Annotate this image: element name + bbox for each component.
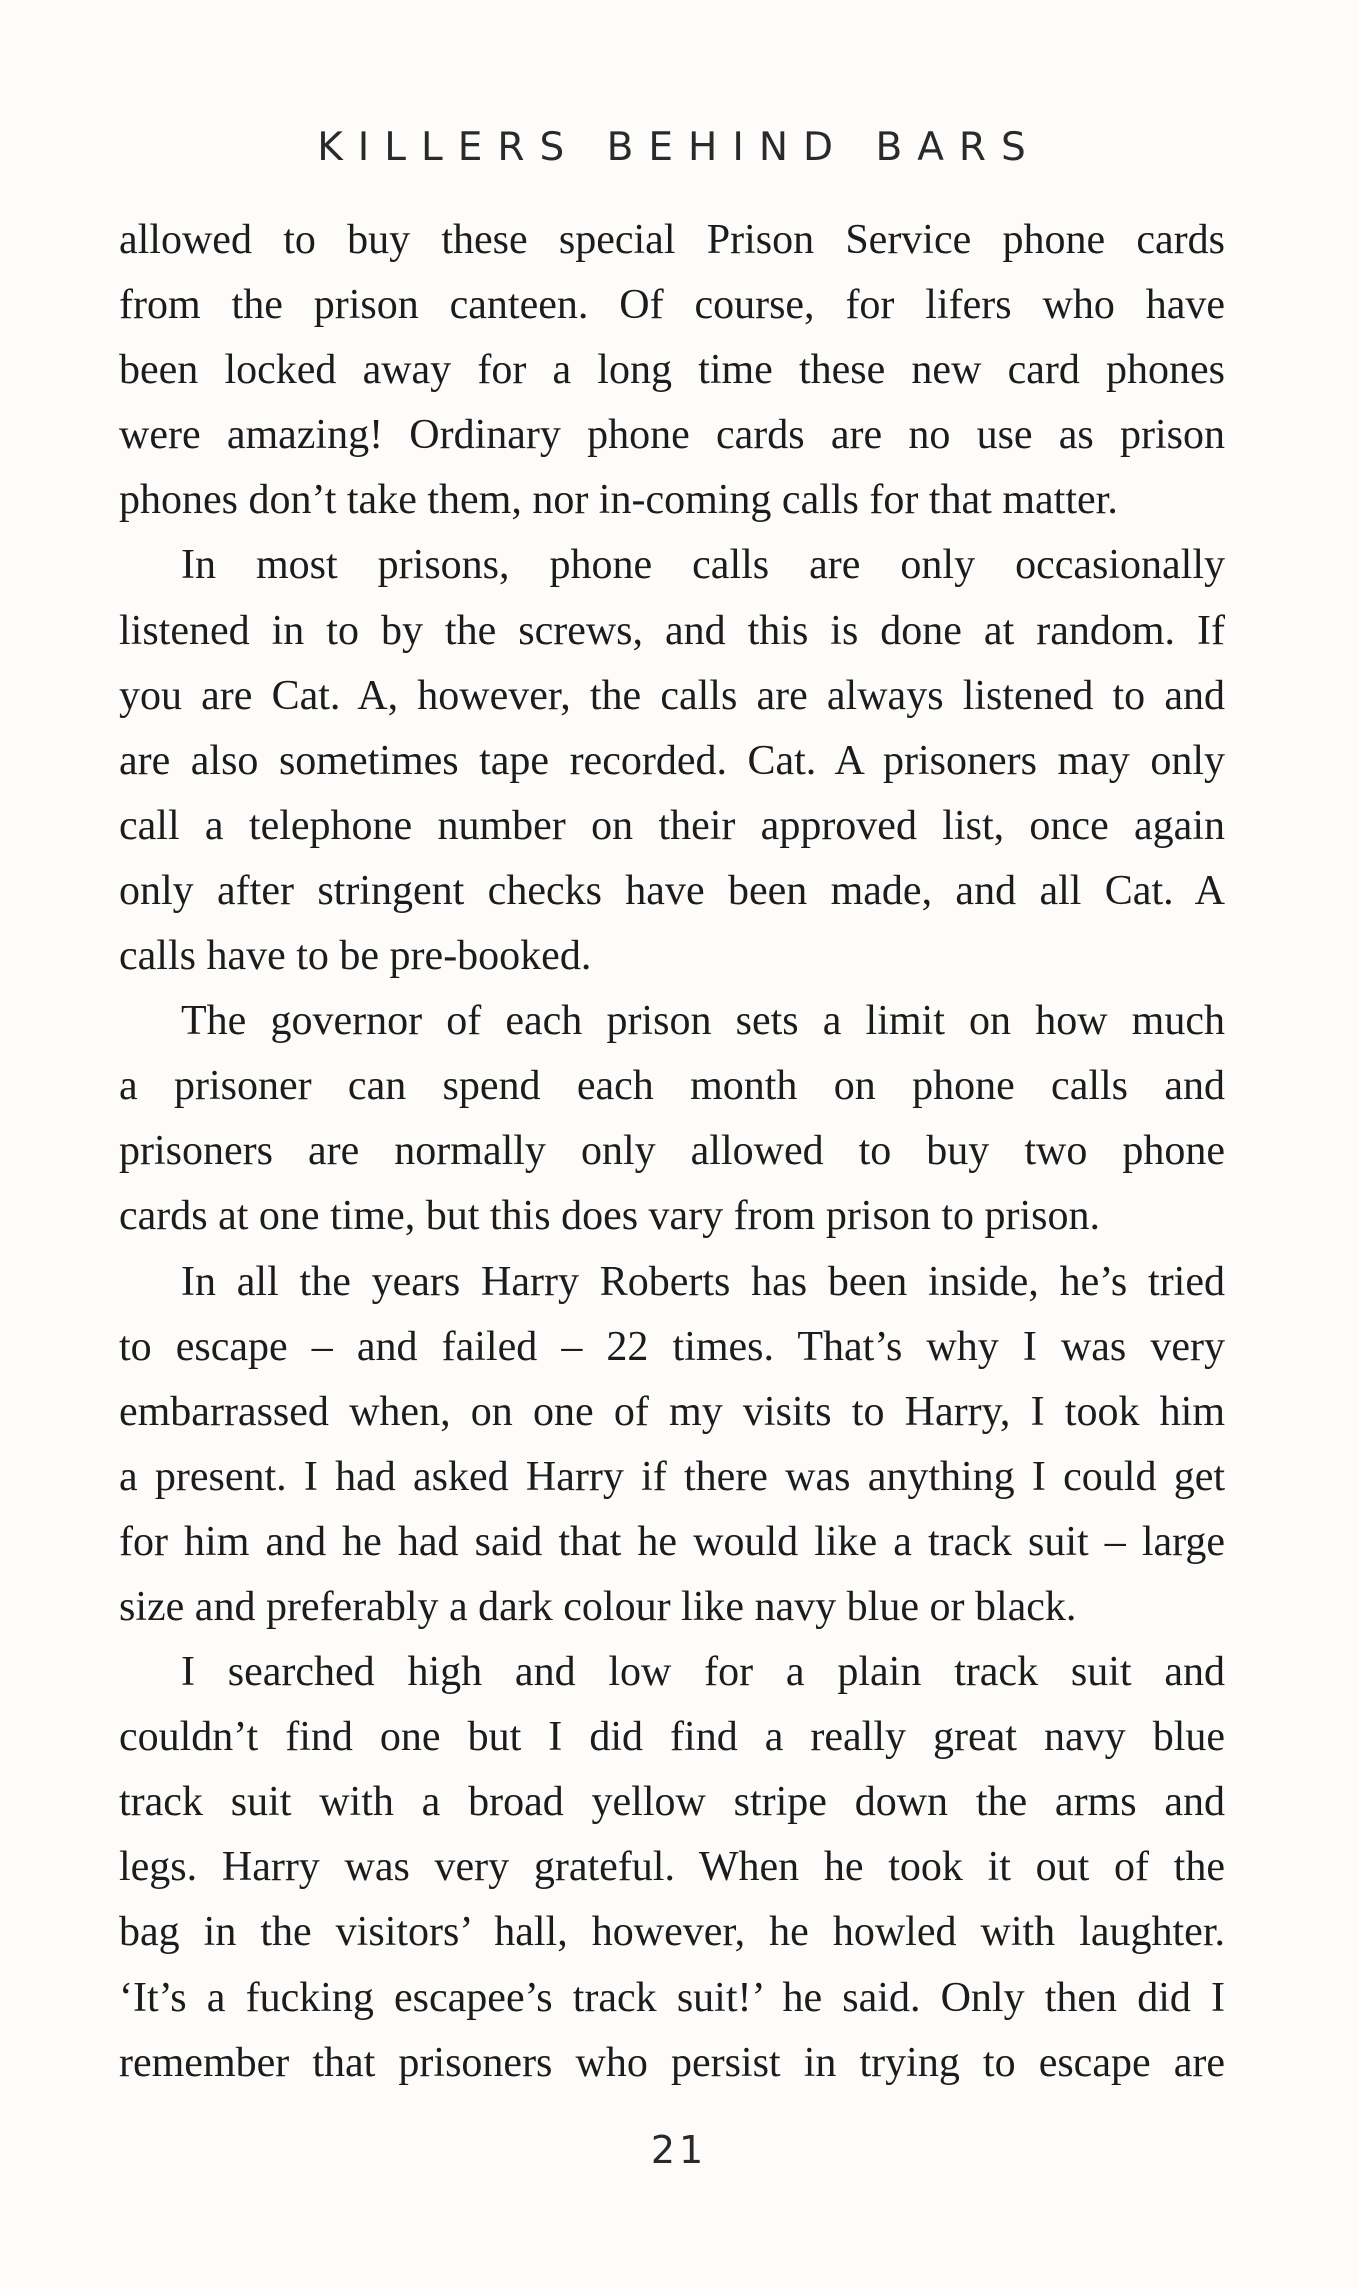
text-line: are also sometimes tape recorded. Cat. A prisoners may only (119, 737, 1225, 784)
text-line: you are Cat. A, however, the calls are always listened to and (119, 672, 1225, 719)
text-line: The governor of each prison sets a limit on how much (181, 998, 1225, 1045)
text-line: call a telephone number on their approved list, once again (119, 802, 1225, 849)
text-line: couldn’t find one but I did find a really great navy blue (119, 1714, 1225, 1761)
text-line: bag in the visitors’ hall, however, he howled with laughter. (119, 1909, 1225, 1956)
text-line: were amazing! Ordinary phone cards are no use as prison (119, 412, 1225, 459)
text-line: for him and he had said that he would like a track suit – large (119, 1518, 1225, 1565)
text-line: embarrassed when, on one of my visits to Harry, I took him (119, 1388, 1225, 1435)
text-line: legs. Harry was very grateful. When he took it out of the (119, 1844, 1225, 1891)
text-line: remember that prisoners who persist in trying to escape are (119, 2039, 1225, 2086)
text-line: a present. I had asked Harry if there was anything I could get (119, 1453, 1225, 1500)
text-line: In all the years Harry Roberts has been inside, he’s tried (181, 1258, 1225, 1305)
text-line: In most prisons, phone calls are only occasionally (181, 542, 1225, 589)
text-line: I searched high and low for a plain track suit and (181, 1649, 1225, 1696)
text-line: ‘It’s a fucking escapee’s track suit!’ he said. Only then did I (119, 1974, 1225, 2021)
text-line: listened in to by the screws, and this is done at random. If (119, 607, 1225, 654)
text-line: prisoners are normally only allowed to buy two phone (119, 1128, 1225, 1175)
text-line: calls have to be pre-booked. (119, 933, 592, 980)
text-line: cards at one time, but this does vary from prison to prison. (119, 1193, 1100, 1240)
page-number: 21 (650, 2128, 708, 2172)
text-line: been locked away for a long time these new card phones (119, 347, 1225, 394)
running-head: KILLERS BEHIND BARS (317, 125, 1041, 170)
text-line: track suit with a broad yellow stripe down the arms and (119, 1779, 1225, 1826)
text-line: allowed to buy these special Prison Service phone cards (119, 217, 1225, 263)
text-line: only after stringent checks have been made, and all Cat. A (119, 867, 1225, 914)
body-text (119, 208, 1225, 2096)
text-line: a prisoner can spend each month on phone calls and (119, 1063, 1225, 1110)
text-line: phones don’t take them, nor in-coming calls for that matter. (119, 477, 1118, 524)
text-line: size and preferably a dark colour like navy blue or black. (119, 1583, 1077, 1630)
text-line: to escape – and failed – 22 times. That’s why I was very (119, 1323, 1225, 1370)
text-line: from the prison canteen. Of course, for lifers who have (119, 282, 1225, 329)
